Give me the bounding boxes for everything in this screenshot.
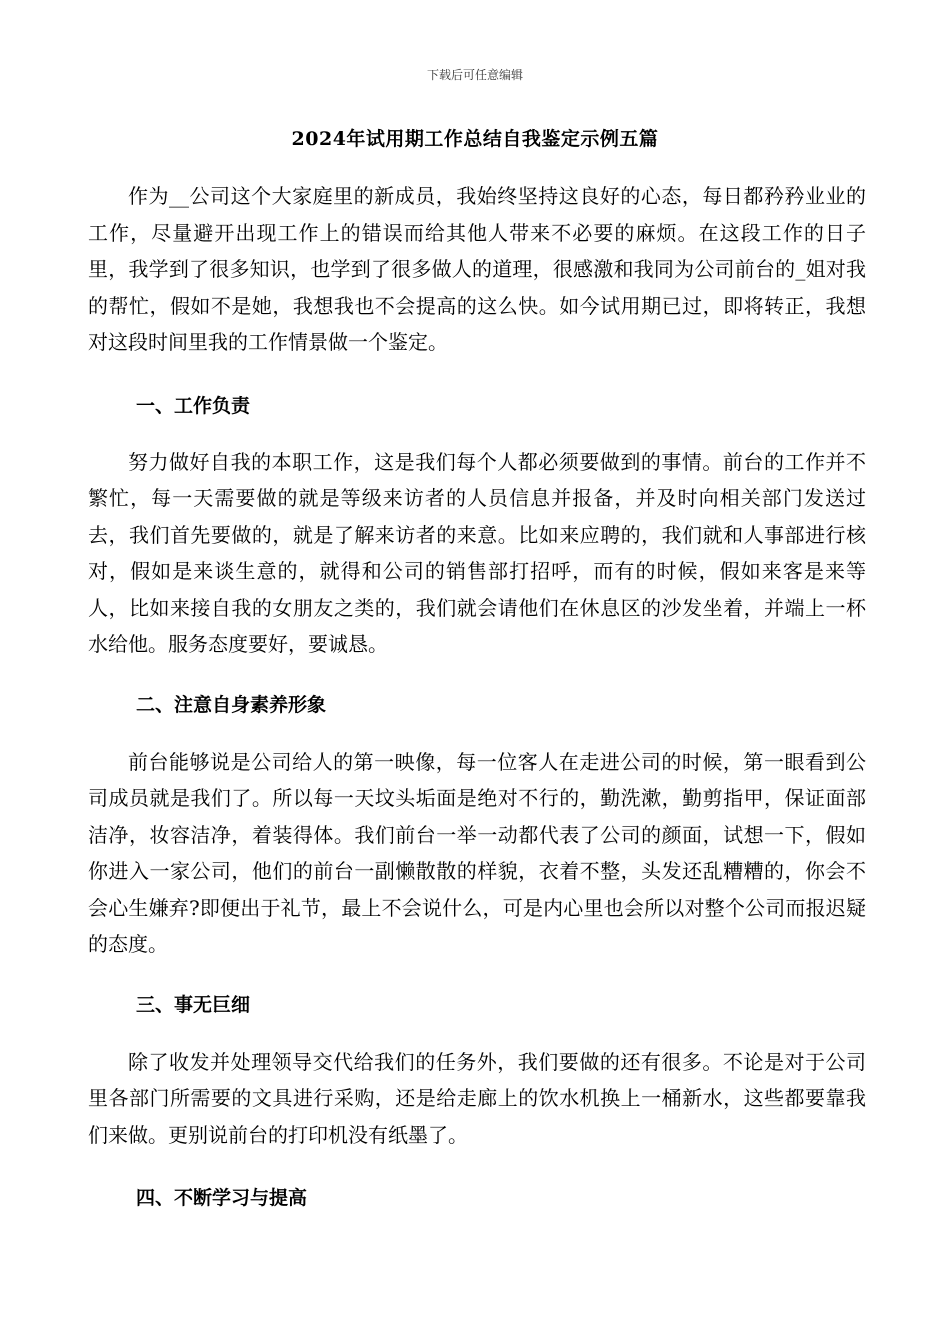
section-heading-4: 四、不断学习与提高	[136, 1187, 308, 1209]
section-heading-1: 一、工作负责	[136, 394, 251, 417]
section-body-2: 前台能够说是公司给人的第一映像，每一位客人在走进公司的时候，第一眼看到公司成员就是我们了。所以每一天坟头垢面是绝对不行的，勤洗漱，勤剪指甲，保证面部洁净，妆容洁净，着装得体。我们前台一举一动都代表了公司的颜面，试想一下，假如你进入一家公司，他们的前台一副懒散散的样貌，衣着不整，头发还乱糟糟的，你会不会心生嫌弃?即便出于礼节，最上不会说什么，可是内心里也会所以对整个公司而报迟疑的态度。	[88, 749, 866, 956]
document-body	[88, 178, 866, 1210]
section-heading-2: 二、注意自身素养形象	[136, 693, 327, 716]
header-note: 下载后可任意编辑	[426, 68, 523, 82]
section-body-1: 努力做好自我的本职工作，这是我们每个人都必须要做到的事情。前台的工作并不繁忙，每一天需要做的就是等级来访者的人员信息并报备，并及时向相关部门发送过去，我们首先要做的，就是了解来访者的来意。比如来应聘的，我们就和人事部进行核对，假如是来谈生意的，就得和公司的销售部打招呼，而有的时候，假如来客是来等人，比如来接自我的女朋友之类的，我们就会请他们在休息区的沙发坐着，并端上一杯水给他。服务态度要好，要诚恳。	[88, 449, 866, 656]
section-heading-3: 三、事无巨细	[136, 993, 251, 1016]
section-body-3: 除了收发并处理领导交代给我们的任务外，我们要做的还有很多。不论是对于公司里各部门所需要的文具进行采购，还是给走廊上的饮水机换上一桶新水，这些都要靠我们来做。更别说前台的打印机没有纸墨了。	[88, 1049, 866, 1147]
document-title: 2024年试用期工作总结自我鉴定示例五篇	[291, 128, 659, 150]
intro-paragraph: 作为__公司这个大家庭里的新成员，我始终坚持这良好的心态，每日都矜矜业业的工作，尽量避开出现工作上的错误而给其他人带来不必要的麻烦。在这段工作的日子里，我学到了很多知识，也学到了很多做人的道理，很感激和我同为公司前台的_姐对我的帮忙，假如不是她，我想我也不会提高的这么快。如今试用期已过，即将转正，我想对这段时间里我的工作情景做一个鉴定。	[88, 184, 866, 354]
